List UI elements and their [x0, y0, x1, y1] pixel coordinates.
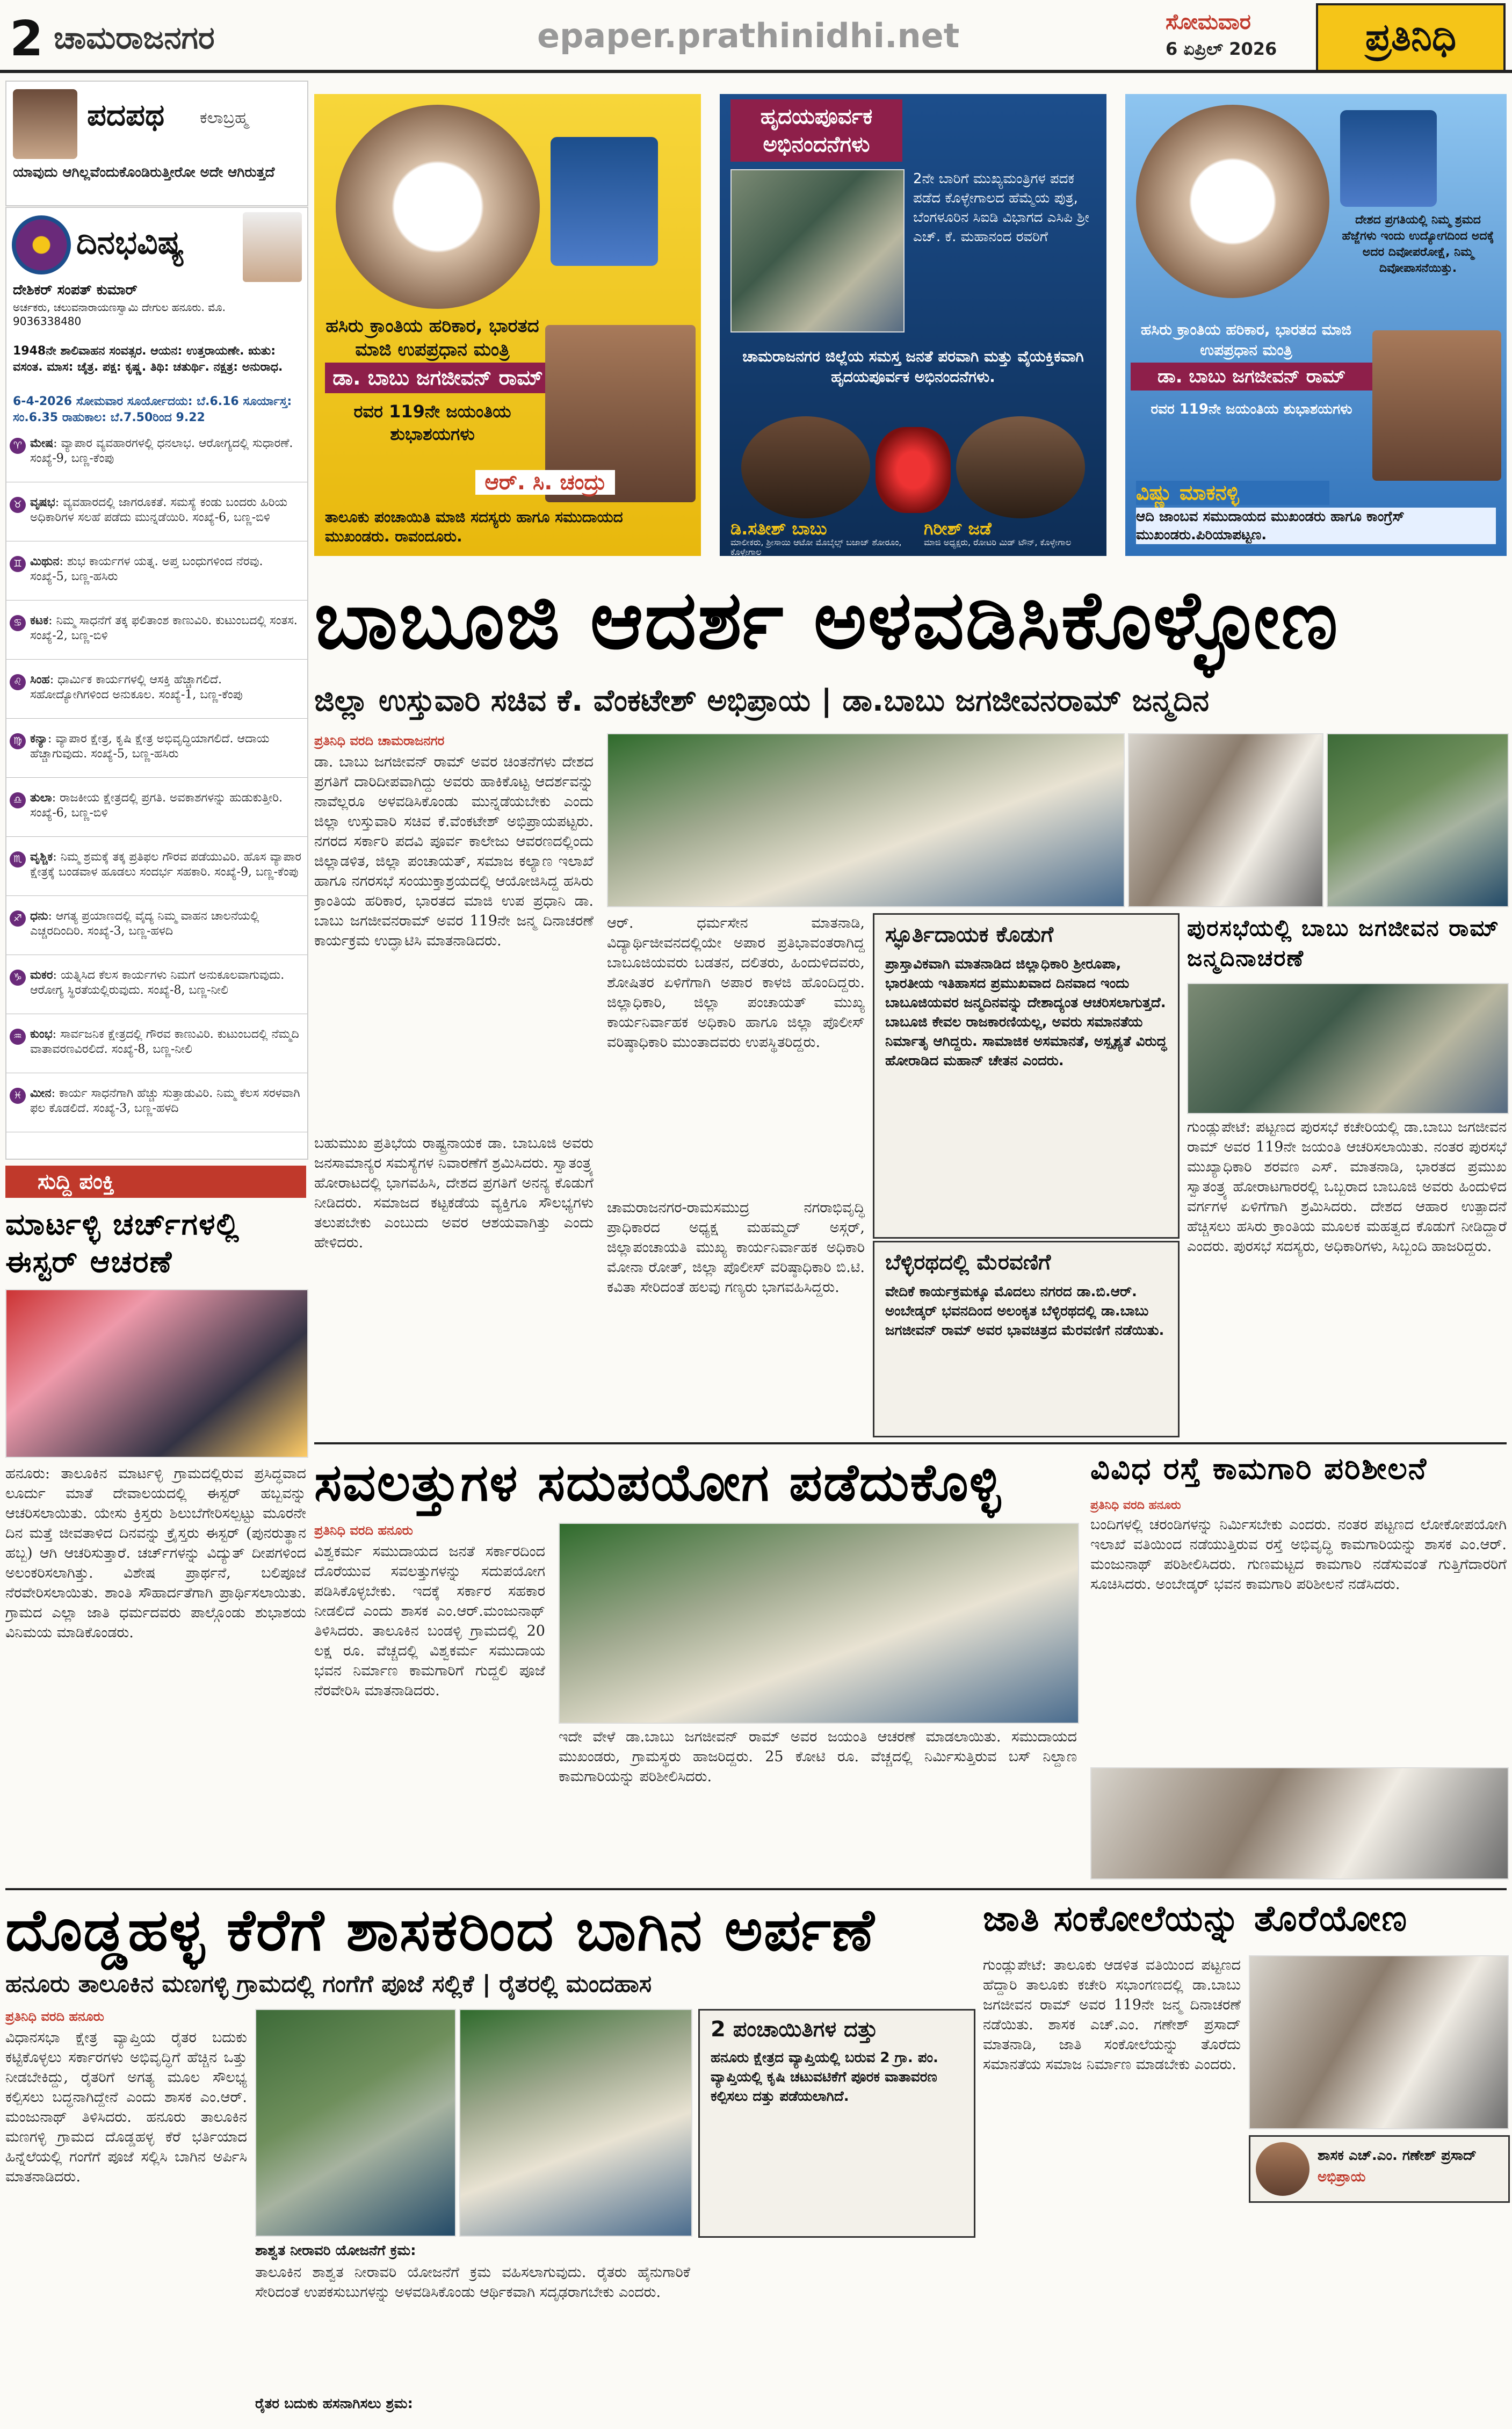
ad-officer-photo [730, 169, 905, 332]
ad-line2: ರವರ 119ನೇ ಜಯಂತಿಯ ಶುಭಾಶಯಗಳು [353, 401, 511, 444]
ad-name: ಡಾ. ಬಾಬು ಜಗಜೀವನ್ ರಾಮ್ [1131, 363, 1372, 391]
lead-deck: ಜಿಲ್ಲಾ ಉಸ್ತುವಾರಿ ಸಚಿವ ಕೆ. ವೆಂಕಟೇಶ್ ಅಭಿಪ್ರಾಯ | ಡಾ.ಬಾಬು ಜಗಜೀವನರಾಮ್ ಜನ್ಮದಿನ [314, 683, 1210, 718]
news-section-title: ಸುದ್ದಿ ಪಂಕ್ತಿ [38, 1169, 114, 1194]
capricorn-icon: ♑ [10, 970, 26, 986]
astrologer-photo [243, 212, 302, 282]
ad-text2: ಚಾಮರಾಜನಗರ ಜಿಲ್ಲೆಯ ಸಮಸ್ತ ಜನತೆ ಪರವಾಗಿ ಮತ್ತು ವೈಯಕ್ತಿಕವಾಗಿ ಹೃದಯಪೂರ್ವಕ ಅಭಿನಂದನೆಗಳು. [742, 348, 1084, 386]
ad-vishnu[interactable] [1125, 94, 1507, 556]
bottom-story-body: ವಿಧಾನಸಭಾ ಕ್ಷೇತ್ರ ವ್ಯಾಪ್ತಿಯ ರೈತರ ಬದುಕು ಕಟ್ಟಿಕೊಳ್ಳಲು ಸರ್ಕಾರಗಳು ಅಭಿವೃದ್ಧಿಗೆ ಹೆಚ್ಚಿನ ಒತ್ತು ನೀಡಬೇಕಿದ್ದು, ರೈತರಿಗೆ ಅಗತ್ಯ ಮೂಲ ಸೌಲಭ್ಯ ಕಲ್ಪಿಸಲು ಬದ್ಧನಾಗಿದ್ದೇನೆ ಎಂದು ಶಾಸಕ ಎಂ.ಆರ್. ಮಂಜುನಾಥ್ ತಿಳಿಸಿದರು. ಹನೂರು ತಾಲೂಕಿನ ಮಣಗಳ್ಳಿ ಗ್ರಾಮದ ದೊಡ್ಡಹಳ್ಳ ಕೆರೆ ಭರ್ತಿಯಾದ ಹಿನ್ನೆಲೆಯಲ್ಲಿ ಗಂಗೆಗೆ ಪೂಜೆ ಸಲ್ಲಿಸಿ ಬಾಗಿನ ಅರ್ಪಿಸಿ ಮಾತನಾಡಿದರು. [5, 2029, 247, 2185]
roads-story-dateline: ಪ್ರತಿನಿಧಿ ವರದಿ ಹನೂರು [1090, 1499, 1181, 1512]
section-divider [314, 1442, 1507, 1444]
lead-body-col2: ಆರ್. ಧರ್ಮಸೇನ ಮಾತನಾಡಿ, ವಿದ್ಯಾರ್ಥಿಜೀವನದಲ್ಲಿಯೇ ಅಪಾರ ಪ್ರತಿಭಾವಂತರಾಗಿದ್ದ ಬಾಬೂಜಿಯವರು ಬಡತನ, ದಲಿತರು, ಹಿಂದುಳಿದವರು, ಶೋಷಿತರ ಏಳಿಗೆಗಾಗಿ ಅಪಾರ ಕಾಳಜಿ ಹೊಂದಿದ್ದರು. ಜಿಲ್ಲಾಧಿಕಾರಿ, ಜಿಲ್ಲಾ ಪಂಚಾಯತ್ ಮುಖ್ಯ ಕಾರ್ಯನಿರ್ವಾಹಕ ಅಧಿಕಾರಿ ಹಾಗೂ ಜಿಲ್ಲಾ ಪೊಲೀಸ್ ವರಿಷ್ಠಾಧಿಕಾರಿ ಮುಂತಾದವರು ಉಪಸ್ಥಿತರಿದ್ದರು. [607, 915, 865, 1051]
ad-person-photo [1372, 330, 1501, 481]
sun-times: 6-4-2026 ಸೋಮವಾರ ಸೂರ್ಯೋದಯ: ಬೆ.6.16 ಸೂರ್ಯಾಸ್ತ: ಸಂ.6.35 ರಾಹುಕಾಲ: ಬೆ.7.50ರಿಂದ 9.22 [13, 395, 292, 424]
astrologer-details: ಅರ್ಚಕರು, ಚಲುವನಾರಾಯಣಸ್ವಾಮಿ ದೇಗುಲ ಹನೂರು. ಮೊ. 9036338480 [13, 301, 226, 328]
quote-person-name: ಶಾಸಕ ಎಚ್.ಎಂ. ಗಣೇಶ್ ಪ್ರಸಾದ್ [1318, 2148, 1477, 2164]
ad-person-sub: ಆದಿ ಜಾಂಬವ ಸಮುದಾಯದ ಮುಖಂಡರು ಹಾಗೂ ಕಾಂಗ್ರೆಸ್ ಮುಖಂಡರು.ಪಿರಿಯಾಪಟ್ಟಣ. [1136, 508, 1496, 544]
lead-photo-1[interactable] [607, 733, 1125, 907]
horoscope-row: ♉ ವೃಷಭ: ವ್ಯವಹಾರದಲ್ಲಿ ಜಾಗರೂಕತೆ. ಸಮಸ್ಯೆ ಕಂಡು ಬಂದರು ಹಿರಿಯ ಅಧಿಕಾರಿಗಳ ಸಲಹೆ ಪಡೆದು ಮುನ್ನಡೆಯಿರಿ. ಸಂಖ್ಯೆ-6, ಬಣ್ಣ-ಬಿಳಿ [6, 493, 307, 541]
dinabhavishya-title: ದಿನಭವಿಷ್ಯ [76, 224, 184, 262]
sidebox-text: ಹನೂರು ಕ್ಷೇತ್ರದ ವ್ಯಾಪ್ತಿಯಲ್ಲಿ ಬರುವ 2 ಗ್ರಾ. ಪಂ. ವ್ಯಾಪ್ತಿಯಲ್ಲಿ ಕೃಷಿ ಚಟುವಟಿಕೆಗೆ ಪೂರಕ ವಾತಾವರಣ ಕಲ್ಪಿಸಲು ದತ್ತು ಪಡೆಯಲಾಗಿದೆ. [711, 2050, 938, 2105]
ad-title: ಹೃದಯಪೂರ್ವಕ ಅಭಿನಂದನೆಗಳು [730, 99, 902, 162]
right-story-headline[interactable]: ಪುರಸಭೆಯಲ್ಲಿ ಬಾಬು ಜಗಜೀವನ ರಾಮ್ ಜನ್ಮದಿನಾಚರಣೆ [1187, 915, 1500, 971]
ad-person2-photo [956, 416, 1085, 518]
padapatha-quote: ಯಾವುದು ಆಗಿಲ್ಲವೆಂದುಕೊಂಡಿರುತ್ತೀರೋ ಅದೇ ಆಗಿರುತ್ತದೆ [13, 164, 275, 180]
sidebox-title: ಬೆಳ್ಳಿರಥದಲ್ಲಿ ಮೆರವಣಿಗೆ [885, 1250, 1051, 1275]
jati-quote-box [1249, 2135, 1510, 2203]
jati-story-headline[interactable]: ಜಾತಿ ಸಂಕೋಲೆಯನ್ನು ತೊರೆಯೋಣ [983, 1898, 1408, 1939]
ad-text: 2ನೇ ಬಾರಿಗೆ ಮುಖ್ಯಮಂತ್ರಿಗಳ ಪದಕ ಪಡೆದ ಕೊಳ್ಳೇಗಾಲದ ಹೆಮ್ಮೆಯ ಪುತ್ರ, ಬೆಂಗಳೂರಿನ ಸಿಐಡಿ ವಿಭಾಗದ ಎಸಿಪಿ ಶ್ರೀ ಎಚ್. ಕೆ. ಮಹಾನಂದ ರವರಿಗೆ [913, 171, 1089, 245]
cancer-icon: ♋ [10, 615, 26, 631]
lead-headline[interactable]: ಬಾಬೂಜಿ ಆದರ್ಶ ಅಳವಡಿಸಿಕೊಳ್ಳೋಣ [314, 574, 1339, 667]
news-photo[interactable] [5, 1289, 308, 1458]
zodiac-wheel-icon [12, 215, 71, 274]
right-story-photo[interactable] [1187, 983, 1509, 1114]
right-story-body: ಗುಂಡ್ಲುಪೇಟೆ: ಪಟ್ಟಣದ ಪುರಸಭೆ ಕಚೇರಿಯಲ್ಲಿ ಡಾ.ಬಾಬು ಜಗಜೀವನ ರಾಮ್ ಅವರ 119ನೇ ಜಯಂತಿ ಆಚರಿಸಲಾಯಿತು. ನಂತರ ಪುರಸಭೆ ಮುಖ್ಯಾಧಿಕಾರಿ ಶರವಣ ಎಸ್. ಮಾತನಾಡಿ, ಭಾರತದ ಪ್ರಮುಖ ಸ್ವಾತಂತ್ರ್ಯ ಹೋರಾಟಗಾರರಲ್ಲಿ ಒಬ್ಬರಾದ ಬಾಬೂಜಿ ಅವರು ಹಿಂದುಳಿದ ವರ್ಗಗಳ ಏಳಿಗೆಗಾಗಿ ಶ್ರಮಿಸಿದರು. ದೇಶದ ಆಹಾರ ಉತ್ಪಾದನೆ ಹೆಚ್ಚಿಸಲು ಹಸಿರು ಕ್ರಾಂತಿಯ ಮೂಲಕ ಮಹತ್ವದ ಕೊಡುಗೆ ನೀಡಿದ್ದಾರೆ ಎಂದರು. ಪುರಸಭೆ ಸದಸ್ಯರು, ಅಧಿಕಾರಿಗಳು, ಸಿಬ್ಬಂದಿ ಹಾಜರಿದ್ದರು. [1187, 1119, 1507, 1255]
ad-line2: ರವರ 119ನೇ ಜಯಂತಿಯ ಶುಭಾಶಯಗಳು [1151, 401, 1352, 417]
lead-body-col2b: ಚಾಮರಾಜನಗರ-ರಾಮಸಮುದ್ರ ನಗರಾಭಿವೃದ್ಧಿ ಪ್ರಾಧಿಕಾರದ ಅಧ್ಯಕ್ಷ ಮಹಮ್ಮದ್ ಅಸ್ಗರ್, ಜಿಲ್ಲಾಪಂಚಾಯತಿ ಮುಖ್ಯ ಕಾರ್ಯನಿರ್ವಾಹಕ ಅಧಿಕಾರಿ ಮೋನಾ ರೋತ್, ಜಿಲ್ಲಾ ಪೊಲೀಸ್ ವರಿಷ್ಠಾಧಿಕಾರಿ ಬಿ.ಟಿ. ಕವಿತಾ ಸೇರಿದಂತೆ ಹಲವು ಗಣ್ಯರು ಭಾಗವಹಿಸಿದ್ದರು. [607, 1199, 865, 1296]
horoscope-row: ♈ ಮೇಷ: ವ್ಯಾಪಾರ ವ್ಯವಹಾರಗಳಲ್ಲಿ ಧನಲಾಭ. ಆರೋಗ್ಯದಲ್ಲಿ ಸುಧಾರಣೆ. ಸಂಖ್ಯೆ-9, ಬಣ್ಣ-ಕೆಂಪು [6, 433, 307, 482]
horoscope-row: ♌ ಸಿಂಹ: ಧಾರ್ಮಿಕ ಕಾರ್ಯಗಳಲ್ಲಿ ಆಸಕ್ತಿ ಹೆಚ್ಚಾಗಲಿದೆ. ಸಹೋದ್ಯೋಗಿಗಳಿಂದ ಅನುಕೂಲ. ಸಂಖ್ಯೆ-1, ಬಣ್ಣ-ಕೆಂಪು [6, 670, 307, 719]
section-name: ಚಾಮರಾಜನಗರ [54, 19, 215, 56]
jati-story-photo[interactable] [1249, 1955, 1509, 2129]
horoscope-row: ♏ ವೃಶ್ಚಿಕ: ನಿಮ್ಮ ಶ್ರಮಕ್ಕೆ ತಕ್ಕ ಪ್ರತಿಫಲ ಗೌರವ ಪಡೆಯುವಿರಿ. ಹೊಸ ವ್ಯಾಪಾರ ಕ್ಷೇತ್ರಕ್ಕೆ ಬಂಡವಾಳ ಹೂಡಲು ಸಂದರ್ಭ ಸಹಕಾರಿ. ಸಂಖ್ಯೆ-9, ಬಣ್ಣ-ಕೆಂಪು [6, 847, 307, 896]
sidebox-title: 2 ಪಂಚಾಯಿತಿಗಳ ದತ್ತು [711, 2017, 878, 2042]
bottom-sidebox [698, 2009, 975, 2238]
bottom-story-headline[interactable]: ದೊಡ್ಡಹಳ್ಳ ಕೆರೆಗೆ ಶಾಸಕರಿಂದ ಬಾಗಿನ ಅರ್ಪಣೆ [5, 1897, 876, 1964]
page-number: 2 [10, 11, 44, 67]
sidebox-text: ವೇದಿಕೆ ಕಾರ್ಯಕ್ರಮಕ್ಕೂ ಮೊದಲು ನಗರದ ಡಾ.ಬಿ.ಆರ್. ಅಂಬೇಡ್ಕರ್ ಭವನದಿಂದ ಅಲಂಕೃತ ಬೆಳ್ಳಿರಥದಲ್ಲಿ ಡಾ.ಬಾಬು ಜಗಜೀವನ್ ರಾಮ್ ಅವರ ಭಾವಚಿತ್ರದ ಮೆರವಣಿಗೆ ನಡೆಯಿತು. [885, 1284, 1164, 1339]
ad-portrait [336, 105, 540, 309]
horoscope-row: ♒ ಕುಂಭ: ಸಾರ್ವಜನಿಕ ಕ್ಷೇತ್ರದಲ್ಲಿ ಗೌರವ ಕಾಣುವಿರಿ. ಕುಟುಂಬದಲ್ಲಿ ನೆಮ್ಮದಿ ವಾತಾವರಣವಿರಲಿದೆ. ಸಂಖ್ಯೆ-8, ಬಣ್ಣ-ನೀಲಿ [6, 1024, 307, 1073]
horoscope-row: ♍ ಕನ್ಯಾ: ವ್ಯಾಪಾರ ಕ್ಷೇತ್ರ, ಕೃಷಿ ಕ್ಷೇತ್ರ ಅಭಿವೃದ್ಧಿಯಾಗಲಿದೆ. ಆದಾಯ ಹೆಚ್ಚಾಗುವುದು. ಸಂಖ್ಯೆ-5, ಬಣ್ಣ-ಹಸಿರು [6, 729, 307, 778]
aries-icon: ♈ [10, 438, 26, 454]
bottom-story-photo-2[interactable] [459, 2009, 692, 2237]
roads-story-headline[interactable]: ವಿವಿಧ ರಸ್ತೆ ಕಾಮಗಾರಿ ಪರಿಶೀಲನೆ [1090, 1451, 1428, 1486]
horoscope-row: ♋ ಕಟಕ: ನಿಮ್ಮ ಸಾಧನೆಗೆ ತಕ್ಕ ಫಲಿತಾಂಶ ಕಾಣುವಿರಿ. ಕುಟುಂಬದಲ್ಲಿ ಸಂತಸ. ಸಂಖ್ಯೆ-2, ಬಣ್ಣ-ಬಿಳಿ [6, 611, 307, 660]
sagittarius-icon: ♐ [10, 910, 26, 927]
news-body: ಹನೂರು: ತಾಲೂಕಿನ ಮಾರ್ಟಳ್ಳಿ ಗ್ರಾಮದಲ್ಲಿರುವ ಪ್ರಸಿದ್ಧವಾದ ಲೂರ್ದು ಮಾತೆ ದೇವಾಲಯದಲ್ಲಿ ಈಸ್ಟರ್ ಹಬ್ಬವನ್ನು ಆಚರಿಸಲಾಯಿತು. ಯೇಸು ಕ್ರಿಸ್ತರು ಶಿಲುಬೆಗೇರಿಸಲ್ಪಟ್ಟು ಮೂರನೇ ದಿನ ಮತ್ತೆ ಜೀವತಾಳಿದ ದಿನವನ್ನು ಕ್ರೈಸ್ತರು ಈಸ್ಟರ್ (ಪುನರುತ್ಥಾನ ಹಬ್ಬ) ಆಗಿ ಆಚರಿಸುತ್ತಾರೆ. ಚರ್ಚ್‌ಗಳನ್ನು ವಿದ್ಯುತ್ ದೀಪಗಳಿಂದ ಅಲಂಕರಿಸಲಾಗಿತ್ತು. ವಿಶೇಷ ಪ್ರಾರ್ಥನೆ, ಬಲಿಪೂಜೆ ನೆರವೇರಿಸಲಾಯಿತು. ಶಾಂತಿ ಸೌಹಾರ್ದತೆಗಾಗಿ ಪ್ರಾರ್ಥಿಸಲಾಯಿತು. ಗ್ರಾಮದ ಎಲ್ಲಾ ಜಾತಿ ಧರ್ಮದವರು ಪಾಲ್ಗೊಂಡು ಶುಭಾಶಯ ವಿನಿಮಯ ಮಾಡಿಕೊಂಡರು. [5, 1465, 306, 1641]
site-url[interactable]: epaper.prathinidhi.net [537, 16, 960, 55]
ad-portrait [1136, 105, 1329, 298]
quote-person-photo [1256, 2142, 1310, 2196]
ad-person1-sub: ಮಾಲೀಕರು, ಶ್ರೀಸಾಯಿ ಆಟೋ ಮೊಬೈಲ್ಸ್ ಬಜಾಜ್ ಶೋರೂಂ, ಕೊಳ್ಳೇಗಾಲ [730, 537, 902, 557]
horoscope-list [6, 433, 307, 1153]
ad-chandru[interactable] [314, 94, 701, 556]
ad-portrait-ambedkar [1340, 110, 1437, 207]
bottom-story-photo-1[interactable] [255, 2009, 456, 2237]
lead-sidebox-1 [873, 913, 1180, 1239]
horoscope-row: ♎ ತುಲಾ: ರಾಜಕೀಯ ಕ್ಷೇತ್ರದಲ್ಲಿ ಪ್ರಗತಿ. ಅವಕಾಶಗಳನ್ನು ಹುಡುಕುತ್ತೀರಿ. ಸಂಖ್ಯೆ-6, ಬಣ್ಣ-ಬಿಳಿ [6, 788, 307, 837]
taurus-icon: ♉ [10, 497, 26, 513]
horoscope-row: ♊ ಮಿಥುನ: ಶುಭ ಕಾರ್ಯಗಳ ಯತ್ನ. ಅಪ್ತ ಬಂಧುಗಳಿಂದ ನೆರವು. ಸಂಖ್ಯೆ-5, ಬಣ್ಣ-ಹಸಿರು [6, 552, 307, 601]
bottom-story-dateline: ಪ್ರತಿನಿಧಿ ವರದಿ ಹನೂರು [5, 2009, 104, 2024]
roads-story-body: ಬಂದಿಗಳಲ್ಲಿ ಚರಂಡಿಗಳನ್ನು ನಿರ್ಮಿಸಬೇಕು ಎಂದರು. ನಂತರ ಪಟ್ಟಣದ ಲೋಕೋಪಯೋಗಿ ಇಲಾಖೆ ವತಿಯಿಂದ ನಡೆಯುತ್ತಿರುವ ರಸ್ತೆ ಅಭಿವೃದ್ಧಿ ಕಾಮಗಾರಿಯನ್ನು ಶಾಸಕ ಎಂ.ಆರ್. ಮಂಜುನಾಥ್ ಪರಿಶೀಲಿಸಿದರು. ಗುಣಮಟ್ಟದ ಕಾಮಗಾರಿ ನಡೆಸುವಂತೆ ಗುತ್ತಿಗೆದಾರರಿಗೆ ಸೂಚಿಸಿದರು. ಅಂಬೇಡ್ಕರ್ ಭವನ ಕಾಮಗಾರಿ ಪರಿಶೀಲನೆ ನಡೆಸಿದರು. [1090, 1516, 1507, 1593]
padapatha-title: ಪದಪಥ [87, 98, 165, 133]
ad-person2-name: ಗಿರೀಶ್ ಜಡೆ [924, 518, 992, 539]
mid-story-dateline: ಪ್ರತಿನಿಧಿ ವರದಿ ಹನೂರು [314, 1523, 413, 1538]
bottom-story-deck: ಹನೂರು ತಾಲೂಕಿನ ಮಣಗಳ್ಳಿ ಗ್ರಾಮದಲ್ಲಿ ಗಂಗೆಗೆ ಪೂಜೆ ಸಲ್ಲಿಕೆ | ರೈತರಲ್ಲಿ ಮಂದಹಾಸ [5, 1970, 652, 1998]
edition-day: ಸೋಮವಾರ [1166, 10, 1251, 34]
section-divider [5, 1888, 1507, 1890]
mid-story-headline[interactable]: ಸವಲತ್ತುಗಳ ಸದುಪಯೋಗ ಪಡೆದುಕೊಳ್ಳಿ [314, 1452, 1002, 1513]
padapatha-avatar [13, 89, 77, 159]
ad-mahananda[interactable] [720, 94, 1106, 556]
masthead [0, 0, 1512, 75]
brand-name: ಪ್ರತಿನಿಧಿ [1365, 15, 1457, 59]
flower-bouquet-icon [876, 427, 951, 513]
pisces-icon: ♓ [10, 1088, 26, 1104]
ad-person2-sub: ಮಾಜಿ ಅಧ್ಯಕ್ಷರು, ರೋಟರಿ ಮಿಡ್ ಟೌನ್, ಕೊಳ್ಳೇಗಾಲ [924, 537, 1072, 547]
leo-icon: ♌ [10, 674, 26, 690]
horoscope-row: ♐ ಧನು: ಆಗತ್ಯ ಪ್ರಯಾಣದಲ್ಲಿ ವೈದ್ಯ ನಿಮ್ಮ ವಾಹನ ಚಾಲನೆಯಲ್ಲಿ ಎಚ್ಚರದಿಂದಿರಿ. ಸಂಖ್ಯೆ-3, ಬಣ್ಣ-ಹಳದಿ [6, 906, 307, 955]
mid-story-body-1: ವಿಶ್ವಕರ್ಮ ಸಮುದಾಯದ ಜನತೆ ಸರ್ಕಾರದಿಂದ ದೊರೆಯುವ ಸವಲತ್ತುಗಳನ್ನು ಸದುಪಯೋಗ ಪಡಿಸಿಕೊಳ್ಳಬೇಕು. ಇದಕ್ಕೆ ಸರ್ಕಾರ ಸಹಕಾರ ನೀಡಲಿದೆ ಎಂದು ಶಾಸಕ ಎಂ.ಆರ್.ಮಂಜುನಾಥ್ ತಿಳಿಸಿದರು. ತಾಲೂಕಿನ ಬಂಡಳ್ಳಿ ಗ್ರಾಮದಲ್ಲಿ 20 ಲಕ್ಷ ರೂ. ವೆಚ್ಚದಲ್ಲಿ ವಿಶ್ವಕರ್ಮ ಸಮುದಾಯ ಭವನ ನಿರ್ಮಾಣ ಕಾಮಗಾರಿಗೆ ಗುದ್ದಲಿ ಪೂಜೆ ನೆರವೇರಿಸಿ ಮಾತನಾಡಿದರು. [314, 1543, 545, 1699]
mid-story-photo[interactable] [559, 1523, 1079, 1724]
ad-person-name: ಆರ್. ಸಿ. ಚಂದ್ರು [475, 470, 615, 495]
ad-name: ಡಾ. ಬಾಬು ಜಗಜೀವನ್ ರಾಮ್ [325, 363, 551, 393]
ad-line1: ಹಸಿರು ಕ್ರಾಂತಿಯ ಹರಿಕಾರ, ಭಾರತದ ಮಾಜಿ ಉಪಪ್ರಧಾನ ಮಂತ್ರಿ [1140, 321, 1352, 359]
horoscope-row: ♓ ಮೀನ: ಕಾರ್ಯ ಸಾಧನೆಗಾಗಿ ಹೆಚ್ಚು ಸುತ್ತಾಡುವಿರಿ. ನಿಮ್ಮ ಕೆಲಸ ಸರಳವಾಗಿ ಫಲ ಕೊಡಲಿದೆ. ಸಂಖ್ಯೆ-3, ಬಣ್ಣ-ಹಳದಿ [6, 1083, 307, 1132]
jati-story-body: ಗುಂಡ್ಲುಪೇಟೆ: ತಾಲೂಕು ಆಡಳಿತ ವತಿಯಿಂದ ಪಟ್ಟಣದ ಹೆದ್ದಾರಿ ತಾಲೂಕು ಕಚೇರಿ ಸಭಾಂಗಣದಲ್ಲಿ ಡಾ.ಬಾಬು ಜಗಜೀವನ ರಾಮ್ ಅವರ 119ನೇ ಜನ್ಮ ದಿನಾಚರಣೆ ನಡೆಯಿತು. ಶಾಸಕ ಎಚ್.ಎಂ. ಗಣೇಶ್ ಪ್ರಸಾದ್ ಮಾತನಾಡಿ, ಜಾತಿ ಸಂಕೋಲೆಯನ್ನು ತೊರೆದು ಸಮಾನತೆಯ ಸಮಾಜ ನಿರ್ಮಾಣ ಮಾಡಬೇಕು ಎಂದರು. [983, 1957, 1241, 2073]
lead-dateline: ಪ್ರತಿನಿಧಿ ವರದಿ ಚಾಮರಾಜನಗರ [314, 733, 445, 748]
astrologer-name: ದೇಶಿಕರ್ ಸಂಪತ್ ಕುಮಾರ್ [13, 282, 138, 298]
sidebox-title: ಸ್ಫೂರ್ತಿದಾಯಕ ಕೊಡುಗೆ [885, 922, 1054, 947]
roads-story-photo[interactable] [1090, 1767, 1509, 1879]
quote-role: ಅಭಿಪ್ರಾಯ [1318, 2169, 1366, 2185]
bottom-subhead-1: ಶಾಶ್ವತ ನೀರಾವರಿ ಯೋಜನೆಗೆ ಕ್ರಮ: [255, 2243, 416, 2259]
ad-person1-photo [741, 416, 870, 518]
lead-body-col1b: ಬಹುಮುಖ ಪ್ರತಿಭೆಯ ರಾಷ್ಟ್ರನಾಯಕ ಡಾ. ಬಾಬೂಜಿ ಅವರು ಜನಸಾಮಾನ್ಯರ ಸಮಸ್ಯೆಗಳ ನಿವಾರಣೆಗೆ ಶ್ರಮಿಸಿದರು. ಸ್ವಾತಂತ್ರ್ಯ ಹೋರಾಟದಲ್ಲಿ ಭಾಗವಹಿಸಿ, ದೇಶದ ಪ್ರಗತಿಗೆ ಅನನ್ಯ ಕೊಡುಗೆ ನೀಡಿದರು. ಸಮಾಜದ ಕಟ್ಟಕಡೆಯ ವ್ಯಕ್ತಿಗೂ ಸೌಲಭ್ಯಗಳು ತಲುಪಬೇಕು ಎಂಬುದು ಅವರ ಆಶಯವಾಗಿತ್ತು ಎಂದು ಹೇಳಿದರು. [314, 1135, 594, 1251]
news-section-bar [5, 1166, 306, 1198]
ad-person-sub: ತಾಲೂಕು ಪಂಚಾಯಿತಿ ಮಾಜಿ ಸದಸ್ಯರು ಹಾಗೂ ಸಮುದಾಯದ ಮುಖಂಡರು. ರಾವಂದೂರು. [325, 508, 623, 545]
lead-body-col1: ಡಾ. ಬಾಬು ಜಗಜೀವನ್ ರಾಮ್ ಅವರ ಚಿಂತನೆಗಳು ದೇಶದ ಪ್ರಗತಿಗೆ ದಾರಿದೀಪವಾಗಿದ್ದು ಅವರು ಹಾಕಿಕೊಟ್ಟ ಆದರ್ಶವನ್ನು ನಾವೆಲ್ಲರೂ ಅಳವಡಿಸಿಕೊಂಡು ಮುನ್ನಡೆಯಬೇಕು ಎಂದು ಜಿಲ್ಲಾ ಉಸ್ತುವಾರಿ ಸಚಿವ ಕೆ.ವೆಂಕಟೇಶ್ ಅಭಿಪ್ರಾಯಪಟ್ಟರು. ನಗರದ ಸರ್ಕಾರಿ ಪದವಿ ಪೂರ್ವ ಕಾಲೇಜು ಆವರಣದಲ್ಲಿಂದು ಜಿಲ್ಲಾಡಳಿತ, ಜಿಲ್ಲಾ ಪಂಚಾಯತ್, ಸಮಾಜ ಕಲ್ಯಾಣ ಇಲಾಖೆ ಹಾಗೂ ನಗರಸಭೆ ಸಂಯುಕ್ತಾಶ್ರಯದಲ್ಲಿ ಆಯೋಜಿಸಿದ್ದ ಹಸಿರು ಕ್ರಾಂತಿಯ ಹರಿಕಾರ, ಭಾರತದ ಮಾಜಿ ಉಪ ಪ್ರಧಾನಿ ಡಾ. ಬಾಬು ಜಗಜೀವನರಾಮ್ ಅವರ 119ನೇ ಜನ್ಮ ದಿನಾಚರಣೆ ಕಾರ್ಯಕ್ರಮ ಉದ್ಘಾಟಿಸಿ ಮಾತನಾಡಿದರು. [314, 754, 594, 949]
lead-photo-3[interactable] [1327, 733, 1509, 907]
bottom-story-body-2: ತಾಲೂಕಿನ ಶಾಶ್ವತ ನೀರಾವರಿ ಯೋಜನೆಗೆ ಕ್ರಮ ವಹಿಸಲಾಗುವುದು. ರೈತರು ಹೈನುಗಾರಿಕೆ ಸೇರಿದಂತೆ ಉಪಕಸುಬುಗಳನ್ನು ಅಳವಡಿಸಿಕೊಂಡು ಆರ್ಥಿಕವಾಗಿ ಸದೃಢರಾಗಬೇಕು ಎಂದರು. [255, 2264, 690, 2301]
ad-person-name: ವಿಷ್ಣು ಮಾಕನಳ್ಳಿ [1136, 481, 1329, 505]
brand-logo[interactable] [1316, 3, 1506, 72]
bottom-subhead-2: ರೈತರ ಬದುಕು ಹಸನಾಗಿಸಲು ಶ್ರಮ: [255, 2396, 413, 2412]
aquarius-icon: ♒ [10, 1029, 26, 1045]
scorpio-icon: ♏ [10, 851, 26, 868]
edition-date: 6 ಏಪ್ರಿಲ್ 2026 [1166, 39, 1277, 59]
ad-line1: ಹಸಿರು ಕ್ರಾಂತಿಯ ಹರಿಕಾರ, ಭಾರತದ ಮಾಜಿ ಉಪಪ್ರಧಾನ ಮಂತ್ರಿ [325, 315, 539, 360]
panchanga-text: 1948ನೇ ಶಾಲಿವಾಹನ ಸಂವತ್ಸರ. ಆಯನ: ಉತ್ತರಾಯಣೇ. ಋತು: ವಸಂತ. ಮಾಸ: ಚೈತ್ರ. ಪಕ್ಷ: ಕೃಷ್ಣ. ತಿಥಿ: ಚತುರ್ಥಿ. ನಕ್ಷತ್ರ: ಅನುರಾಧ. [13, 344, 283, 374]
mid-story-body-2: ಇದೇ ವೇಳೆ ಡಾ.ಬಾಬು ಜಗಜೀವನ್ ರಾಮ್ ಅವರ ಜಯಂತಿ ಆಚರಣೆ ಮಾಡಲಾಯಿತು. ಸಮುದಾಯದ ಮುಖಂಡರು, ಗ್ರಾಮಸ್ಥರು ಹಾಜರಿದ್ದರು. 25 ಕೋಟಿ ರೂ. ವೆಚ್ಚದಲ್ಲಿ ನಿರ್ಮಿಸುತ್ತಿರುವ ಬಸ್ ನಿಲ್ದಾಣ ಕಾಮಗಾರಿಯನ್ನು ಪರಿಶೀಲಿಸಿದರು. [559, 1729, 1077, 1785]
ad-quote: ದೇಶದ ಪ್ರಗತಿಯಲ್ಲಿ ನಿಮ್ಮ ಶ್ರಮದ ಹೆಜ್ಜೆಗಳು ಇಂದು ಉದ್ಯೋಗದಿಂದ ಅದಕ್ಕೆ ಅದರ ದಿವೋಪರೋಕ್ಷೆ, ನಿಮ್ಮ ದಿವೋಪಾಸನೆಯಿತ್ತು. [1342, 213, 1494, 275]
lead-photo-2[interactable] [1128, 733, 1323, 907]
padapatha-author: ಕಲಾಬ್ರಹ್ಮ [200, 109, 249, 127]
ad-person1-name: ಡಿ.ಸತೀಶ್ ಬಾಬು [730, 518, 827, 539]
ad-portrait-ambedkar [551, 137, 658, 266]
sidebox-text: ಪ್ರಾಸ್ತಾವಿಕವಾಗಿ ಮಾತನಾಡಿದ ಜಿಲ್ಲಾಧಿಕಾರಿ ಶ್ರೀರೂಪಾ, ಭಾರತೀಯ ಇತಿಹಾಸದ ಪ್ರಮುಖವಾದ ದಿನವಾದ ಇಂದು ಬಾಬೂಜಿಯವರ ಜನ್ಮದಿನವನ್ನು ದೇಶಾದ್ಯಂತ ಆಚರಿಸಲಾಗುತ್ತದೆ. ಬಾಬೂಜಿ ಕೇವಲ ರಾಜಕಾರಣಿಯಲ್ಲ, ಅವರು ಸಮಾನತೆಯ ನಿರ್ಮಾತೃ ಆಗಿದ್ದರು. ಸಾಮಾಜಿಕ ಅಸಮಾನತೆ, ಅಸ್ಪೃಶ್ಯತೆ ವಿರುದ್ಧ ಹೋರಾಡಿದ ಮಹಾನ್ ಚೇತನ ಎಂದರು. [885, 956, 1167, 1069]
masthead-rule [0, 70, 1512, 73]
libra-icon: ♎ [10, 792, 26, 808]
gemini-icon: ♊ [10, 556, 26, 572]
news-headline[interactable]: ಮಾರ್ಟಳ್ಳಿ ಚರ್ಚ್‌ಗಳಲ್ಲಿ ಈಸ್ಟರ್ ಆಚರಣೆ [5, 1207, 240, 1279]
virgo-icon: ♍ [10, 733, 26, 749]
lead-sidebox-2 [873, 1241, 1180, 1437]
dinabhavishya-box [5, 207, 308, 1160]
padapatha-box [5, 81, 308, 206]
horoscope-row: ♑ ಮಕರ: ಯತ್ನಿಸಿದ ಕೆಲಸ ಕಾರ್ಯಗಳು ನಿಮಗೆ ಅನುಕೂಲವಾಗುವುದು. ಆರೋಗ್ಯ ಸ್ಥಿರತೆಯಲ್ಲಿರುವುದು. ಸಂಖ್ಯೆ-8, ಬಣ್ಣ-ನೀಲಿ [6, 965, 307, 1014]
